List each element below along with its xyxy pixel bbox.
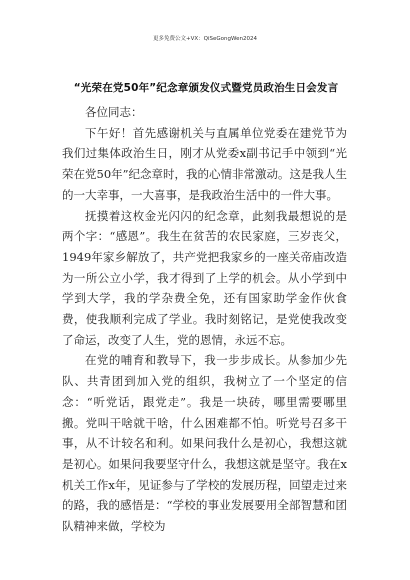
page-title: “光荣在党50年”纪念章颁发仪式暨党员政治生日会发言 (73, 82, 339, 94)
paragraph-3: 在党的哺育和教导下，我一步步成长。从参加少先队、共青团到加入党的组织，我树立了一个坚定的信念：“听党话，跟党走”。我是一块砖，哪里需要哪里搬。党叫干啥就干啥，什么困难都不怕。听党号召多干事，从不计较名和利。如果问我什么是初心，我想这就是初心。如果问我要坚守什么，我想这就是坚守。我在x机关工作x年，见证参与了学校的发展历程，回望走过来的路，我的感悟是：“学校的事业发展要用全部智慧和团队精神来做，学校为 (62, 353, 347, 534)
paragraph-2: 抚摸着这枚金光闪闪的纪念章，此刻我最想说的是两个字：“感恩”。我生在贫苦的农民家庭，三岁丧父，1949年家乡解放了，共产党把我家乡的一座关帝庙改造为一所公立小学，我才得到了上学的机会。从小学到中学到大学，我的学杂费全免，还有国家助学金作伙食费，使我顺利完成了学业。我时刻铭记，是党使我改变了命运，改变了人生，党的恩情，永远不忘。 (62, 208, 347, 347)
header-note: 更多免费公文+VX：QiSeGongWen2024 (153, 36, 257, 42)
paragraph-1: 下午好！首先感谢机关与直属单位党委在建党节为我们过集体政治生日，刚才从党委x副书记手中领到“光荣在党50年”纪念章时，我的心情非常激动。这是我人生的一大幸事，一大喜事，是我政治生活中的一件大事。 (62, 125, 348, 202)
document-body (62, 102, 347, 537)
salutation: 各位同志： (85, 105, 143, 119)
